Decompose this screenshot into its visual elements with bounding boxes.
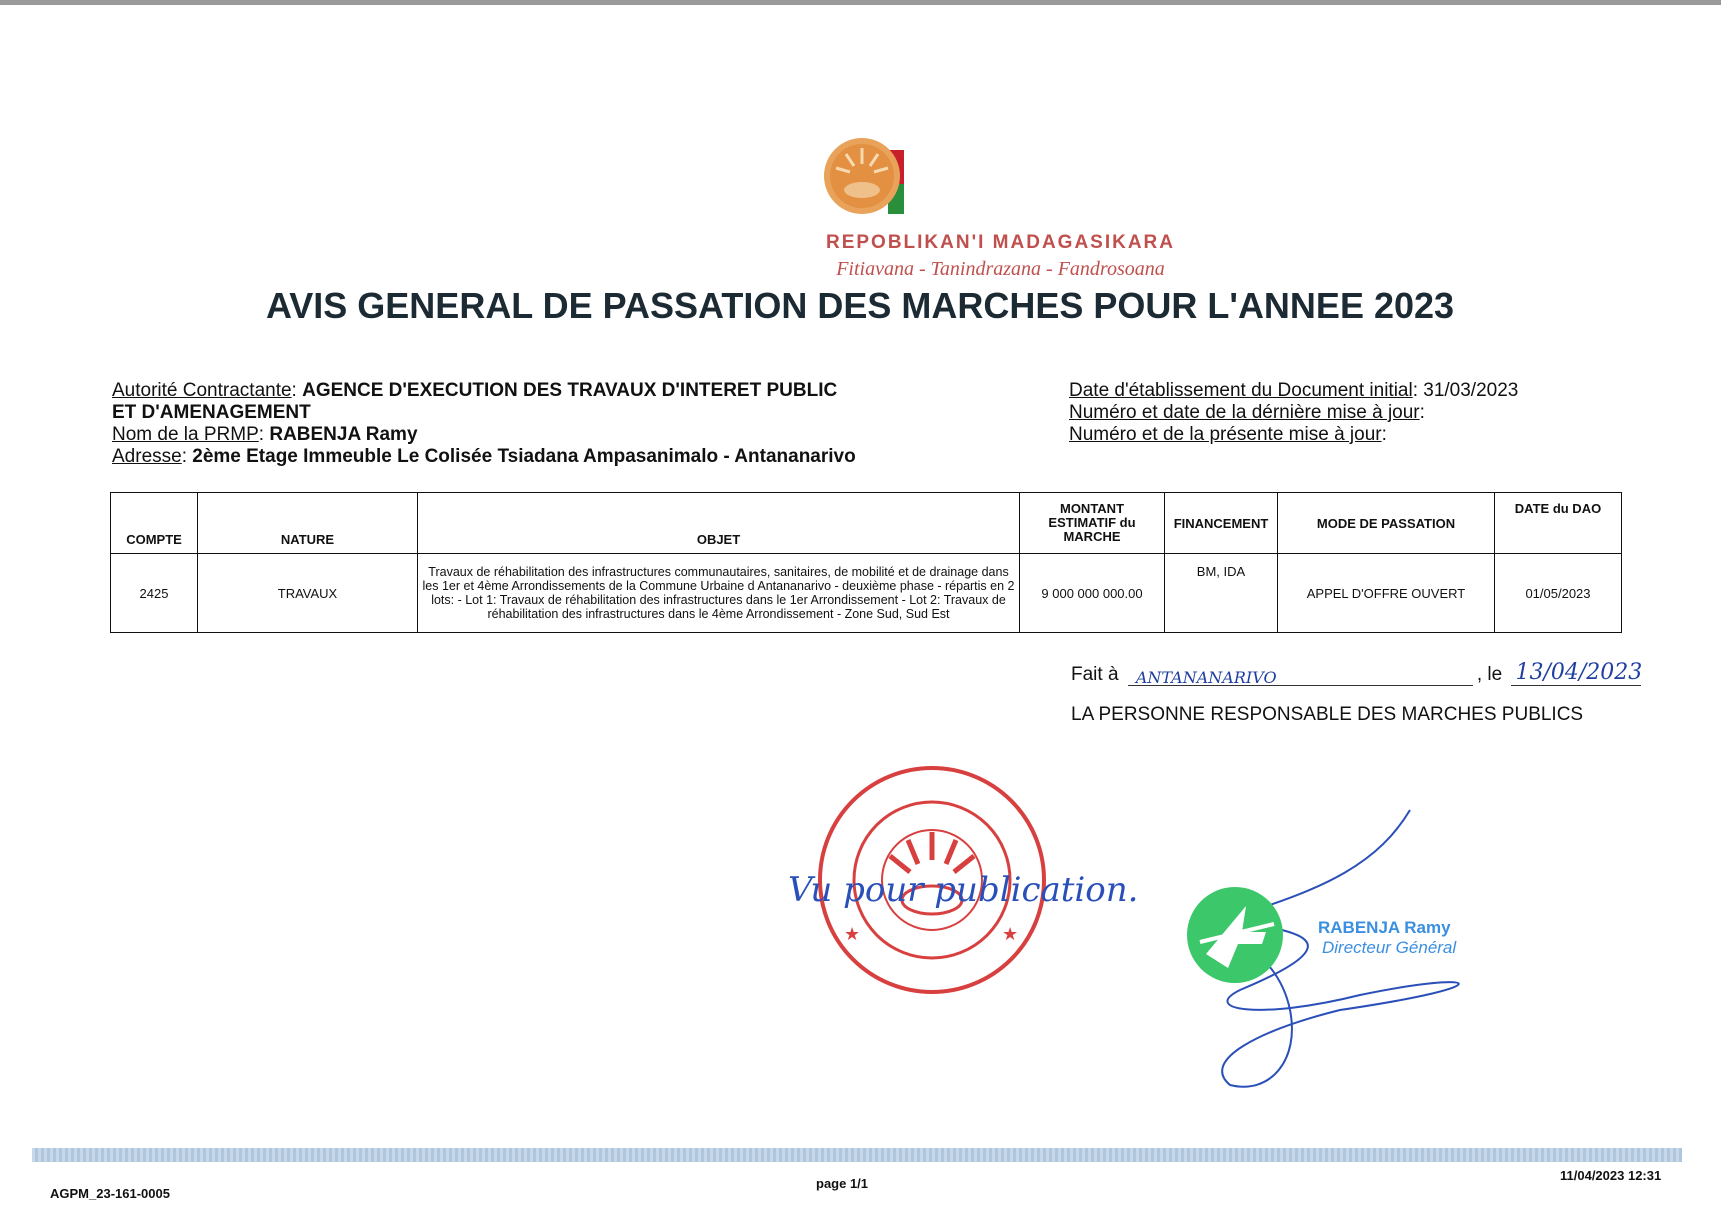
procurement-table xyxy=(110,492,1622,633)
fait-line xyxy=(1071,660,1643,687)
fait-place-field xyxy=(1128,665,1473,686)
contracting-authority-value: AGENCE D'EXECUTION DES TRAVAUX D'INTERET PUBLIC xyxy=(302,380,838,401)
footer-print-date: 11/04/2023 12:31 xyxy=(1560,1168,1662,1183)
authority-block: Autorité Contractante: AGENCE D'EXECUTION DES TRAVAUX D'INTERET PUBLIC ET D'AMENAGEMENT Nom de la PRMP: RABENJA Ramy Adresse: 2ème Etage Immeuble Le Colisée Tsiadana Ampasanimalo - Antananarivo xyxy=(112,380,856,467)
svg-text:★: ★ xyxy=(844,924,861,945)
address-value: 2ème Etage Immeuble Le Colisée Tsiadana Ampasanimalo - Antananarivo xyxy=(192,446,856,467)
fait-date-separator: , le xyxy=(1476,664,1503,685)
cell-montant: 9 000 000 000.00 xyxy=(1020,554,1165,633)
fait-date-field xyxy=(1511,660,1643,686)
page-title: AVIS GENERAL DE PASSATION DES MARCHES POUR L'ANNEE 2023 xyxy=(265,285,1455,326)
fait-place-handwritten: ANTANANARIVO xyxy=(1135,668,1277,687)
table-row xyxy=(111,554,1622,633)
responsible-person-label: LA PERSONNE RESPONSABLE DES MARCHES PUBLICS xyxy=(1071,704,1584,725)
col-objet: OBJET xyxy=(418,493,1020,554)
col-mode: MODE DE PASSATION xyxy=(1278,493,1495,554)
contracting-authority-label: Autorité Contractante xyxy=(112,380,292,401)
document-info-block: Date d'établissement du Document initial: 31/03/2023 Numéro et date de la dérnière mise à jour: Numéro et de la présente mise à jour: xyxy=(1069,380,1519,445)
fait-date-handwritten: 13/04/2023 xyxy=(1515,660,1643,685)
contracting-authority-value-2: ET D'AMENAGEMENT xyxy=(112,402,311,423)
prmp-value: RABENJA Ramy xyxy=(269,424,418,445)
col-montant-line-3: MARCHE xyxy=(1063,529,1121,544)
prmp-label: Nom de la PRMP xyxy=(112,424,259,445)
table-header-row xyxy=(111,493,1622,554)
address-label: Adresse xyxy=(112,446,182,467)
svg-text:★: ★ xyxy=(1002,924,1019,945)
col-date-dao: DATE du DAO xyxy=(1495,493,1622,554)
current-update-label: Numéro et de la présente mise à jour xyxy=(1069,424,1382,445)
signer-name: RABENJA Ramy xyxy=(1318,918,1451,937)
country-name: REPOBLIKAN'I MADAGASIKARA xyxy=(825,232,1176,253)
col-financement: FINANCEMENT xyxy=(1165,493,1278,554)
top-border xyxy=(0,0,1721,5)
cell-financement: BM, IDA xyxy=(1165,554,1278,633)
footer-reference: AGPM_23-161-0005 xyxy=(50,1186,170,1201)
initial-date-value: 31/03/2023 xyxy=(1423,380,1519,401)
national-motto: Fitiavana - Tanindrazana - Fandrosoana xyxy=(836,258,1165,280)
handwritten-note: Vu pour publication. xyxy=(788,870,1139,910)
last-update-label: Numéro et date de la dérnière mise à jour xyxy=(1069,402,1420,423)
cell-mode: APPEL D'OFFRE OUVERT xyxy=(1278,554,1495,633)
initial-date-label: Date d'établissement du Document initial xyxy=(1069,380,1413,401)
signer-role: Directeur Général xyxy=(1322,938,1457,957)
col-compte: COMPTE xyxy=(111,493,198,554)
agency-logo-stamp-icon xyxy=(1184,884,1286,986)
col-nature: NATURE xyxy=(198,493,418,554)
national-seal-icon xyxy=(810,128,930,218)
cell-objet: Travaux de réhabilitation des infrastructures communautaires, sanitaires, de mobilité et de drainage dans les 1er et 4ème Arrondissements de la Commune Urbaine d Antananarivo - deuxième phase - répartis en 2 lots: - Lot 1: Travaux de réhabilitation des infrastructures dans le 1er Arrondissement - Lot 2: Travaux de réhabilitation des infrastructures dans le 4ème Arrondissement - Zone Sud, Sud Est xyxy=(418,554,1020,633)
fait-label: Fait à xyxy=(1071,664,1119,685)
cell-compte: 2425 xyxy=(111,554,198,633)
col-montant-line-1: MONTANT xyxy=(1059,501,1125,516)
cell-nature: TRAVAUX xyxy=(198,554,418,633)
cell-date-dao: 01/05/2023 xyxy=(1495,554,1622,633)
footer-bar xyxy=(32,1148,1682,1162)
col-montant xyxy=(1020,493,1165,554)
col-montant-line-2: ESTIMATIF du xyxy=(1048,515,1136,530)
footer-page-number: page 1/1 xyxy=(816,1176,869,1191)
